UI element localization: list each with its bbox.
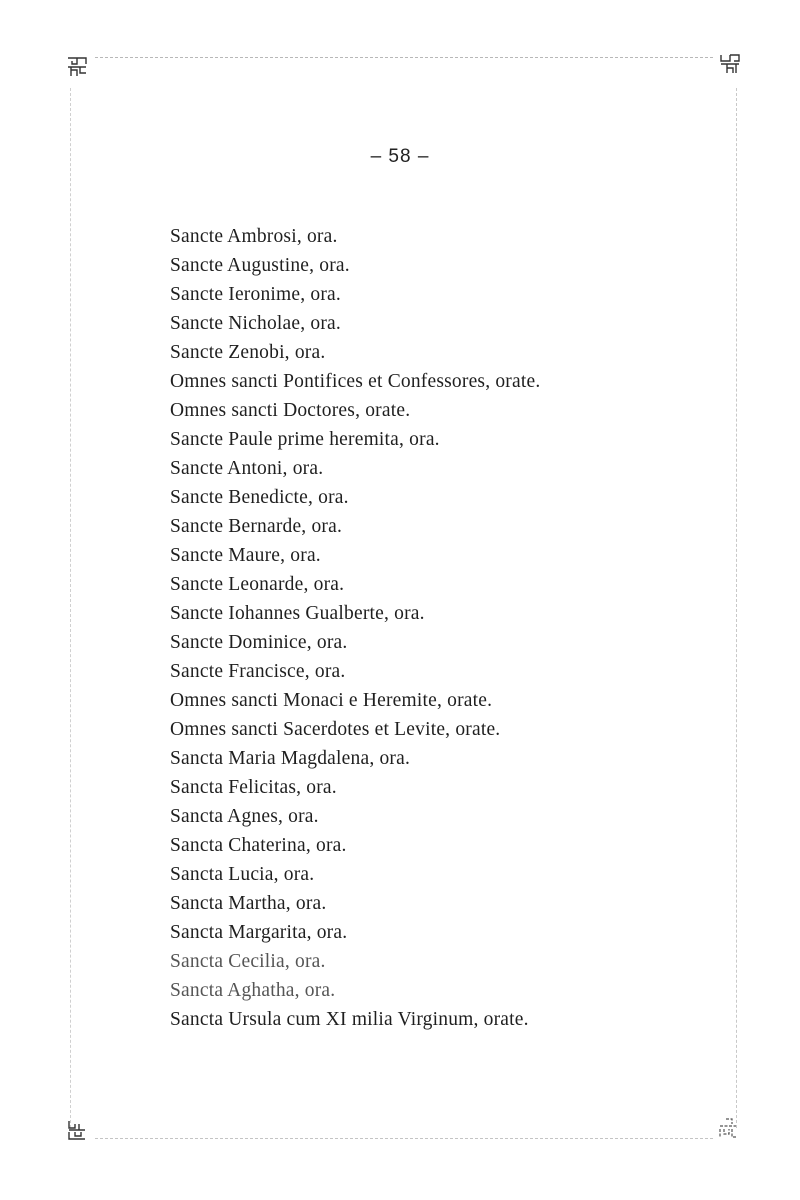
greek-key-corner-icon [65, 1118, 89, 1142]
litany-line: Sancte Nicholae, ora. [170, 313, 341, 334]
litany-line: Sancte Ambrosi, ora. [170, 226, 338, 247]
litany-line: Omnes sancti Sacerdotes et Levite, orate. [170, 719, 501, 740]
litany-list [170, 222, 730, 1034]
bottom-border-line [95, 1138, 713, 1139]
litany-line: Sancta Aghatha, ora. [170, 980, 336, 1001]
litany-line: Sancte Iohannes Gualberte, ora. [170, 603, 425, 624]
top-border-line [95, 57, 713, 58]
litany-line: Omnes sancti Doctores, orate. [170, 400, 411, 421]
page-number: – 58 – [370, 146, 430, 167]
greek-key-corner-icon [718, 52, 742, 76]
litany-line: Sancta Agnes, ora. [170, 806, 319, 827]
litany-line: Sancte Zenobi, ora. [170, 342, 326, 363]
litany-line: Sancte Antoni, ora. [170, 458, 324, 479]
litany-line: Sancte Dominice, ora. [170, 632, 348, 653]
litany-line: Sancta Felicitas, ora. [170, 777, 337, 798]
litany-line: Sancta Chaterina, ora. [170, 835, 347, 856]
litany-line: Sancta Lucia, ora. [170, 864, 315, 885]
litany-line: Sancte Bernarde, ora. [170, 516, 343, 537]
litany-line: Omnes sancti Monaci e Heremite, orate. [170, 690, 493, 711]
litany-line: Sancta Ursula cum XI milia Virginum, orate. [170, 1009, 529, 1030]
right-border-line [736, 88, 737, 1128]
litany-line: Sancta Maria Magdalena, ora. [170, 748, 411, 769]
litany-line: Sancte Leonarde, ora. [170, 574, 345, 595]
litany-line: Sancte Maure, ora. [170, 545, 321, 566]
litany-line: Sancte Paule prime heremita, ora. [170, 429, 440, 450]
litany-line: Sancta Cecilia, ora. [170, 951, 326, 972]
litany-line: Sancte Francisce, ora. [170, 661, 346, 682]
litany-line: Sancta Margarita, ora. [170, 922, 348, 943]
greek-key-corner-icon [65, 55, 89, 79]
litany-line: Sancta Martha, ora. [170, 893, 327, 914]
left-border-line [70, 88, 71, 1128]
greek-key-corner-icon [716, 1116, 740, 1140]
litany-line: Sancte Benedicte, ora. [170, 487, 349, 508]
litany-line: Omnes sancti Pontifices et Confessores, orate. [170, 371, 541, 392]
litany-line: Sancte Ieronime, ora. [170, 284, 341, 305]
litany-line: Sancte Augustine, ora. [170, 255, 350, 276]
